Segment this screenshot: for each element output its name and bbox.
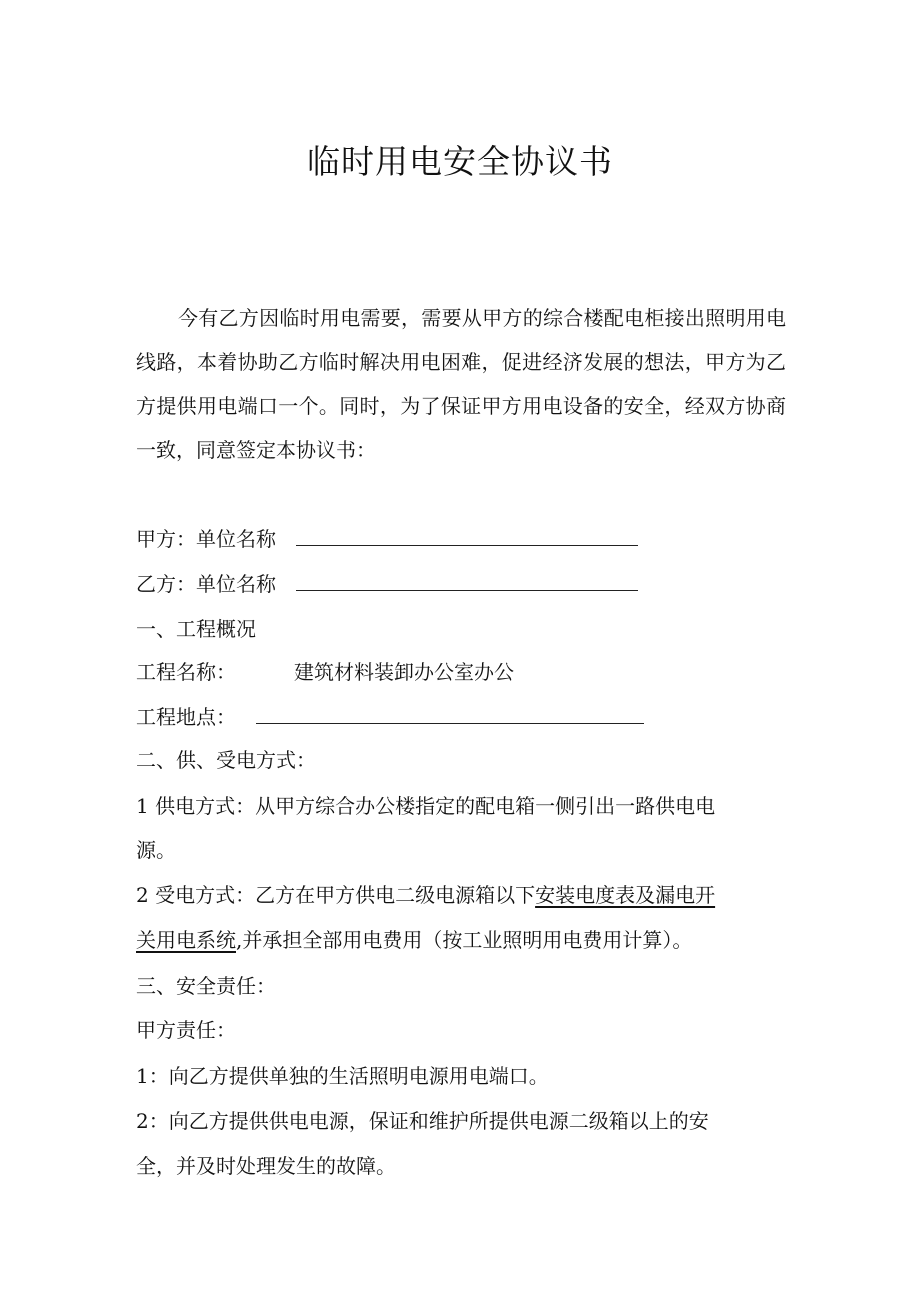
party-b-row [136,569,638,599]
duty-item-1: 1：向乙方提供单独的生活照明电源用电端口。 [136,1064,549,1088]
party-a-row [136,524,638,554]
party-b-label: 乙方：单位名称 [136,572,276,596]
supply-method-line2: 源。 [136,838,176,862]
duty-item-2-line2: 全，并及时处理发生的故障。 [136,1154,396,1178]
receive-method-text-b: ,并承担全部用电费用（按工业照明用电费用计算）。 [236,928,693,952]
project-location-row [136,702,644,732]
party-b-name-blank[interactable] [296,570,638,591]
party-a-duty-heading: 甲方责任： [136,1018,236,1042]
receive-method-line1 [136,880,715,910]
receive-method-line2 [136,925,692,955]
section3-heading: 三、安全责任： [136,974,276,998]
project-name-row [136,657,514,687]
party-a-name-blank[interactable] [296,525,638,546]
intro-paragraph: 今有乙方因临时用电需要，需要从甲方的综合楼配电柜接出照明用电线路，本着协助乙方临时解决用电困难，促进经济发展的想法，甲方为乙方提供用电端口一个。同时，为了保证甲方用电设备的安全，经双方协商一致，同意签定本协议书： [136,306,786,462]
receive-method-underlined-b: 关用电系统 [136,928,236,952]
section1-heading: 一、工程概况 [136,617,256,641]
project-location-label: 工程地点： [136,705,236,729]
receive-method-underlined-a: 安装电度表及漏电开 [535,883,716,907]
project-location-blank[interactable] [256,703,644,724]
supply-method-line1: 1 供电方式：从甲方综合办公楼指定的配电箱一侧引出一路供电电 [136,794,716,818]
receive-method-text-a: 2 受电方式：乙方在甲方供电二级电源箱以下 [136,883,536,907]
project-name-label: 工程名称： [136,660,236,684]
page-title: 临时用电安全协议书 [307,142,613,181]
party-a-label: 甲方：单位名称 [136,527,276,551]
section2-heading: 二、供、受电方式： [136,748,316,772]
duty-item-2-line1: 2：向乙方提供供电电源，保证和维护所提供电源二级箱以上的安 [136,1109,709,1133]
project-name-value: 建筑材料装卸办公室办公 [294,660,514,684]
